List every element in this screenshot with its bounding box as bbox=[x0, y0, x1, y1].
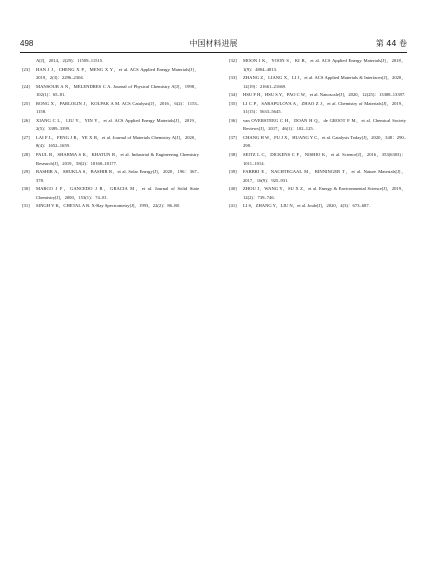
reference-text: van OVERSTEEG C H，DOAN H Q，de GROOT F M，et al. Chemical Society Reviews[J]，2017，46(1)：102–125. bbox=[243, 117, 406, 132]
reference-number: [36] bbox=[229, 117, 237, 123]
reference-item bbox=[229, 134, 406, 151]
reference-text: HAN J J，CHENG X P，MENG X Y，et al. ACS Applied Energy Materials[J]，2019，2(3)：2296–2304. bbox=[36, 66, 199, 81]
reference-item bbox=[229, 100, 406, 117]
references-right-column bbox=[229, 57, 406, 211]
reference-text: ZHANG Z，LIANG X，LI J，et al. ACS Applied Materials & Interfaces[J]，2020，12(19)：21661–21669. bbox=[243, 75, 406, 89]
reference-number: [26] bbox=[22, 117, 30, 123]
reference-number: [34] bbox=[229, 92, 237, 98]
reference-item bbox=[22, 134, 199, 151]
reference-item bbox=[22, 66, 199, 83]
reference-item bbox=[229, 91, 406, 100]
reference-number: [29] bbox=[22, 169, 30, 175]
reference-number: [40] bbox=[229, 186, 237, 192]
reference-item bbox=[22, 100, 199, 117]
reference-number: [23] bbox=[22, 66, 30, 72]
reference-text: LAI F L，FENG J R，YE X B，et al. Journal of Materials Chemistry A[J]，2020，8(4)：1652–1659. bbox=[36, 134, 199, 149]
reference-text: LI S，ZHANG Y，LIU N，et al. Joule[J]，2020，4(3)：673–687. bbox=[243, 203, 370, 209]
reference-number: [28] bbox=[22, 152, 30, 158]
reference-number: [32] bbox=[229, 58, 237, 63]
reference-item bbox=[22, 202, 199, 211]
reference-item bbox=[229, 168, 406, 185]
volume-label: 第 44 卷 bbox=[375, 39, 407, 48]
page-header bbox=[20, 38, 407, 50]
reference-text: BASHIR A，SHUKLA S，BASHIR R，et al. Solar Energy[J]，2020，196：367–378. bbox=[36, 169, 199, 183]
reference-number: [39] bbox=[229, 169, 237, 175]
reference-item bbox=[22, 57, 199, 66]
references-left-column bbox=[22, 57, 199, 211]
reference-number: [37] bbox=[229, 134, 237, 140]
reference-text: SINGH V K，CHETAL A R. X-Ray Spectrometry[J]，1993，22(2)：86–88. bbox=[36, 203, 180, 209]
reference-text: CHANG H W，FU J X，HUANG Y C，et al. Catalysis Today[J]，2020，348：290–298. bbox=[243, 134, 406, 149]
reference-item bbox=[22, 151, 199, 168]
reference-item bbox=[229, 74, 406, 91]
reference-text: MANSOUR A N，MELENDRES C A. Journal of Physical Chemistry A[J]，1998，102(1)：65–81. bbox=[36, 83, 199, 98]
reference-text: HSU F H，HSU S Y，PAO C W，et al. Nanoscale[J]，2020，12(25)：13388–13397. bbox=[243, 92, 406, 98]
reference-text: LI C P，SARAPULOVA A，ZHAO Z J，et al. Chemistry of Materials[J]，2019，31(15)：5633–5645. bbox=[243, 100, 406, 115]
reference-text: RONG X，PARLOLIN J，KOLPAK A M. ACS Catalysis[J]，2016，6(2)：1153–1158. bbox=[36, 100, 199, 115]
reference-item bbox=[22, 83, 199, 100]
reference-text: SEITZ L C，DICKENS C F，NISHIO K，et al. Science[J]，2016，353(6303)：1011–1014. bbox=[243, 152, 406, 166]
reference-number: [41] bbox=[229, 203, 237, 209]
reference-number: [30] bbox=[22, 186, 30, 192]
reference-item bbox=[229, 57, 406, 74]
reference-text: PAUL B，SHARMA S K，KHATUN R，et al. Industrial & Engineering Chemistry Research[J]，2019，58(2)：18168–18177. bbox=[36, 152, 199, 166]
reference-number: [38] bbox=[229, 152, 237, 158]
page-number: 498 bbox=[20, 39, 34, 48]
reference-item bbox=[229, 202, 406, 211]
reference-number: [31] bbox=[22, 203, 30, 209]
reference-item bbox=[229, 117, 406, 134]
reference-item bbox=[22, 168, 199, 185]
reference-text: XIANG C L，LIU Y，YIN Y，et al. ACS Applied Energy Materials[J]，2019，2(5)：3389–3399. bbox=[36, 117, 199, 132]
reference-text: A[J]，2014，2(29)：11509–11515. bbox=[36, 58, 104, 63]
reference-number: [35] bbox=[229, 100, 237, 106]
header-rule bbox=[20, 52, 407, 53]
reference-text: MARCO J F，GANCEDO J R，GRACIA M，et al. Journal of Solid State Chemistry[J]，2000，153(1)：74–81. bbox=[36, 186, 199, 200]
reference-number: [24] bbox=[22, 83, 30, 89]
reference-text: FABBRI E，NACHTEGAAL M，BINNINGER T，et al. Nature Materials[J]，2017，16(9)：925–931. bbox=[243, 169, 406, 183]
reference-text: ZHOU J，WANG Y，SU X Z，et al. Energy & Environmental Science[J]，2019，12(2)：739–746. bbox=[243, 186, 406, 200]
reference-item bbox=[22, 185, 199, 202]
reference-text: MOON I K，YOON S，KI B，et al. ACS Applied Energy Materials[J]，2018，1(9)：4804–4813. bbox=[243, 58, 406, 72]
reference-number: [25] bbox=[22, 100, 30, 106]
reference-number: [27] bbox=[22, 134, 30, 140]
reference-item bbox=[229, 151, 406, 168]
reference-item bbox=[22, 117, 199, 134]
journal-title: 中国材料进展 bbox=[189, 39, 238, 48]
reference-item bbox=[229, 185, 406, 202]
reference-number: [33] bbox=[229, 75, 237, 81]
